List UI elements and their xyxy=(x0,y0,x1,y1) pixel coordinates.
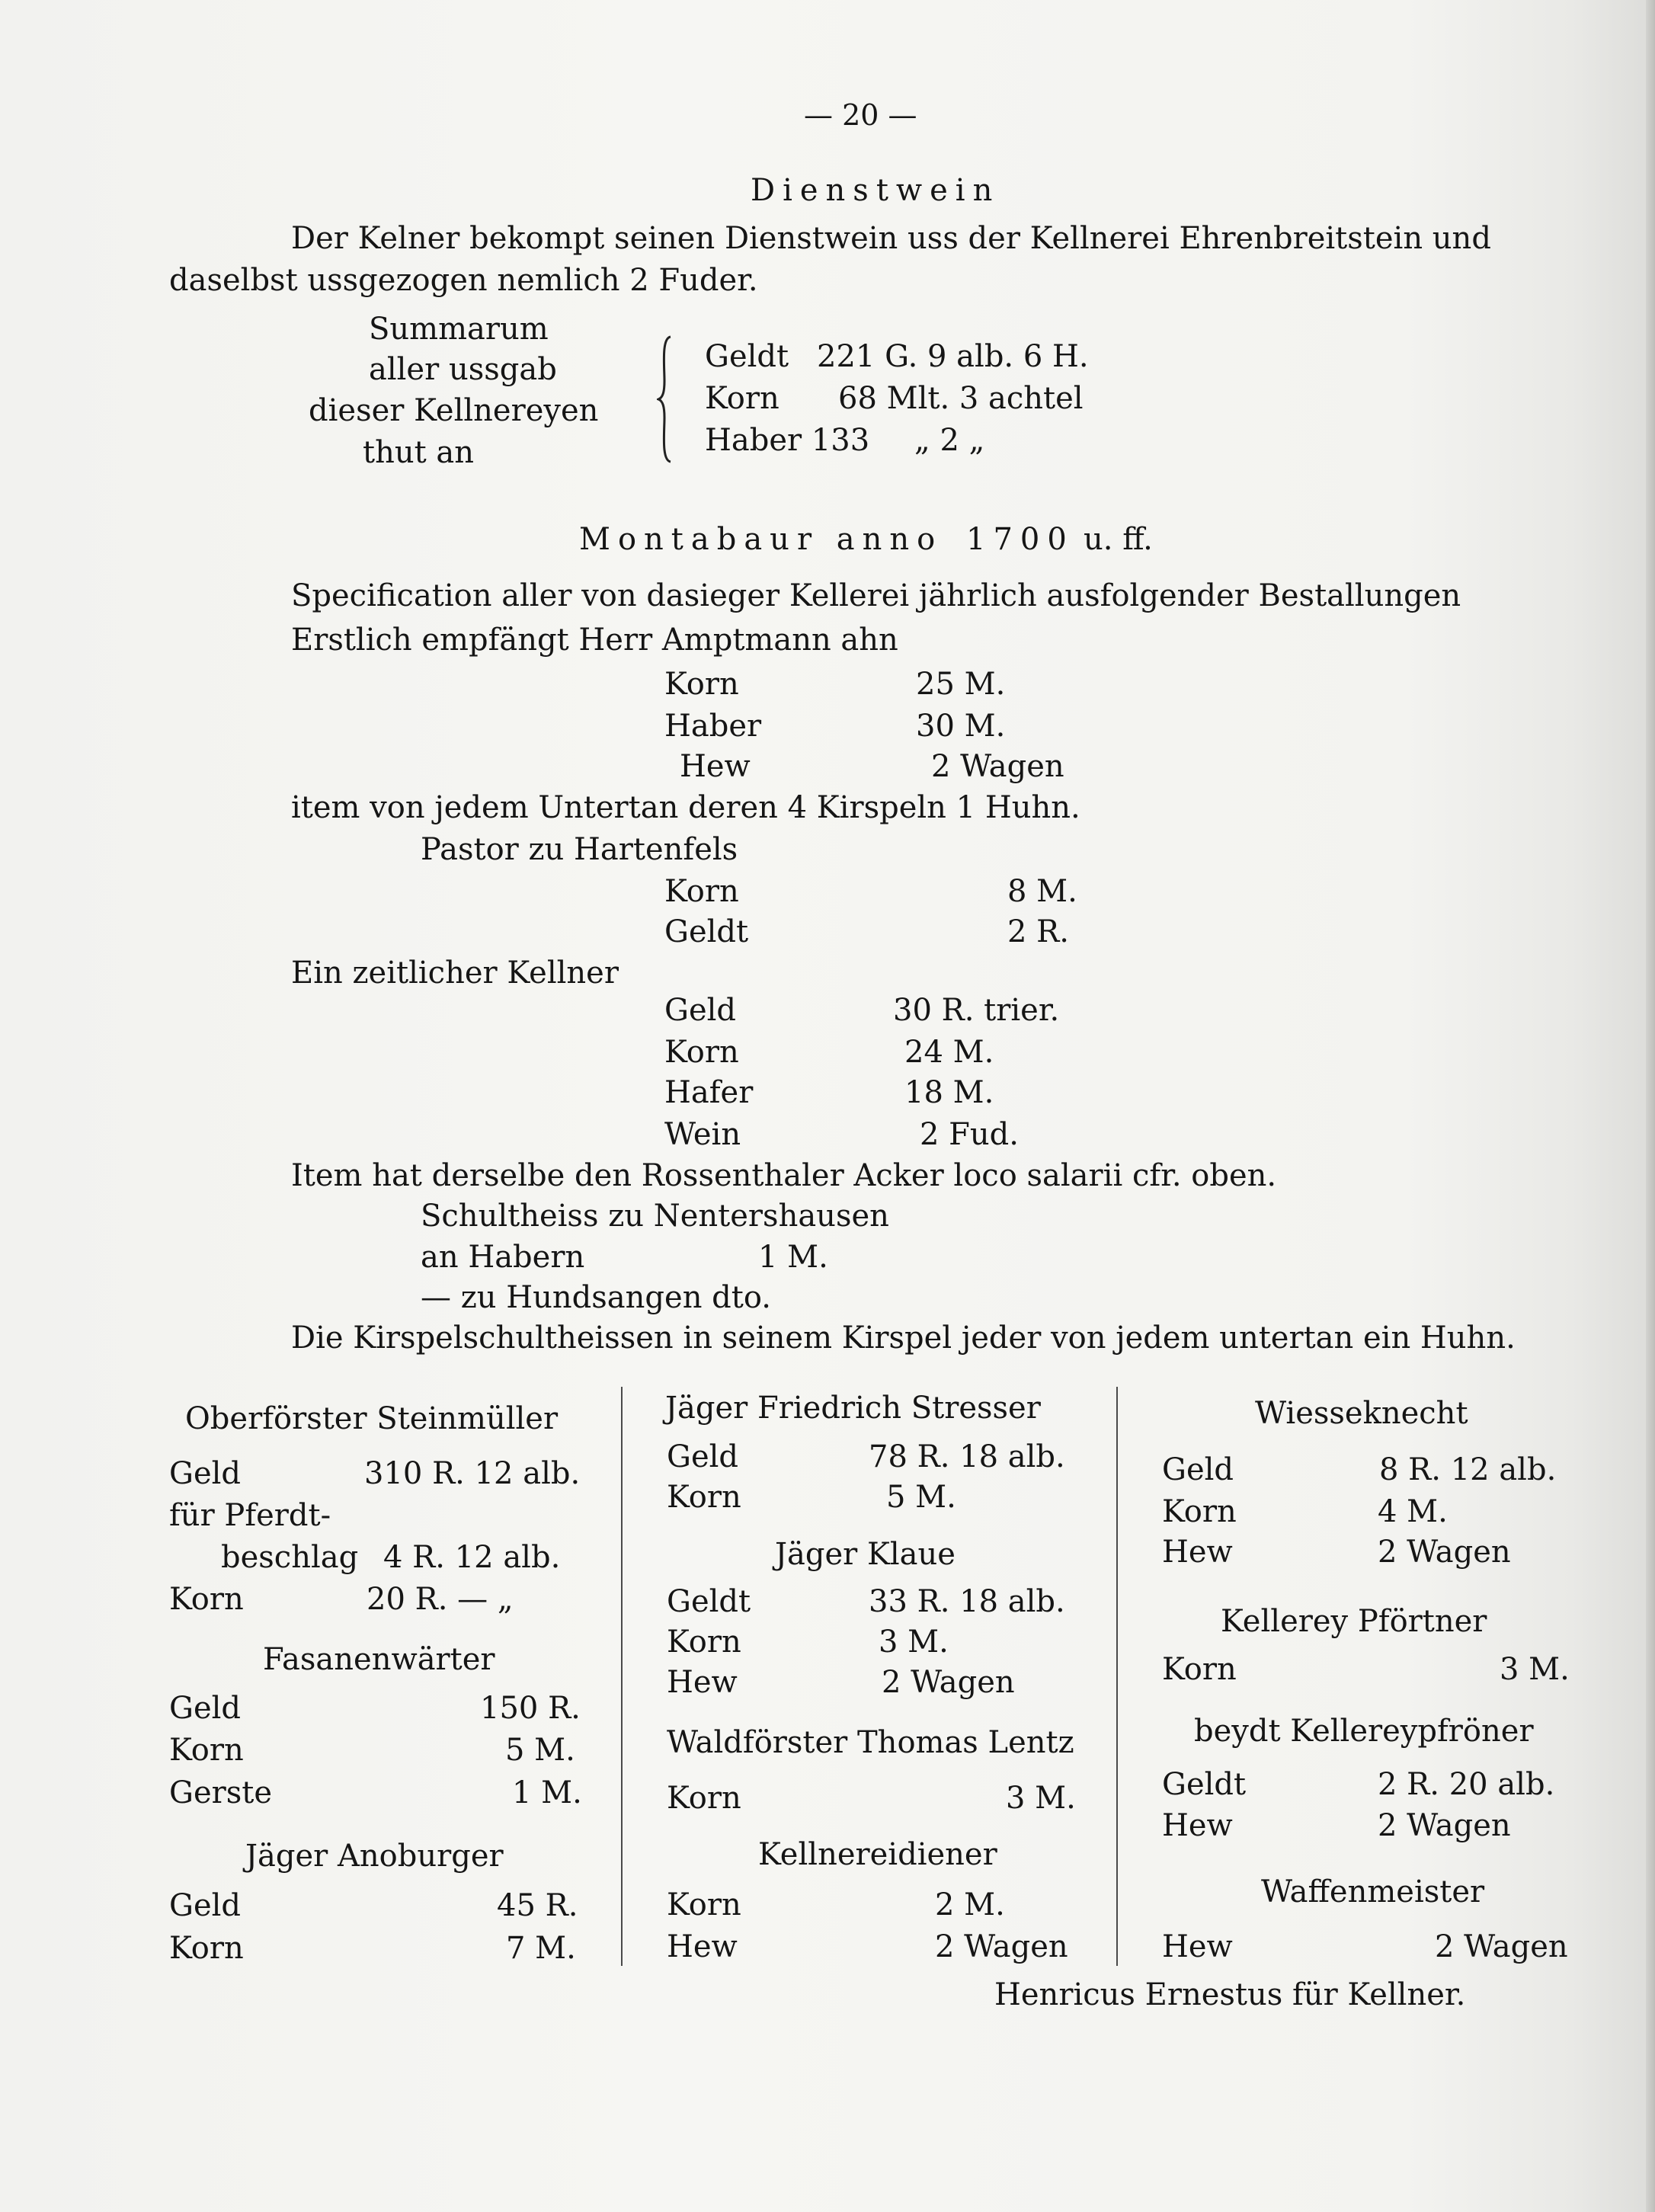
schultheiss-line: Schultheiss zu Nentershausen xyxy=(421,1199,889,1234)
kellner-geld-value: 30 R. trier. xyxy=(893,993,1060,1028)
pastor-geldt-label: Geldt xyxy=(664,914,749,949)
summarum-line-3: dieser Kellnereyen xyxy=(309,393,599,428)
diener-heading: Kellnereidiener xyxy=(758,1837,997,1872)
klaue-geldt-label: Geldt xyxy=(667,1584,751,1619)
diener-hew-value: 2 Wagen xyxy=(935,1929,1068,1964)
heading-dienstwein: Dienstwein xyxy=(751,173,1000,208)
klaue-korn-label: Korn xyxy=(667,1625,741,1660)
acker-line: Item hat derselbe den Rossenthaler Acker loco salarii cfr. oben. xyxy=(291,1158,1277,1193)
kellner-korn-label: Korn xyxy=(664,1035,739,1070)
oberfoerster-geld-value: 310 R. 12 alb. xyxy=(364,1456,581,1491)
pastor-korn-label: Korn xyxy=(664,874,739,909)
pfoertner-heading: Kellerey Pförtner xyxy=(1221,1604,1487,1639)
diener-hew-label: Hew xyxy=(667,1929,738,1964)
fasan-geld-label: Geld xyxy=(169,1691,242,1726)
lentz-heading: Waldförster Thomas Lentz xyxy=(667,1725,1074,1760)
waffen-hew-label: Hew xyxy=(1162,1929,1233,1964)
beydt-geldt-value: 2 R. 20 alb. xyxy=(1378,1767,1555,1802)
klaue-korn-value: 3 M. xyxy=(879,1625,949,1660)
lentz-korn-value: 3 M. xyxy=(1006,1781,1076,1816)
summarum-row-2-value: 68 Mlt. 3 achtel xyxy=(838,381,1084,416)
oberfoerster-heading: Oberförster Steinmüller xyxy=(185,1401,559,1436)
oberfoerster-beschlag-label: beschlag xyxy=(221,1540,359,1575)
oberfoerster-korn-label: Korn xyxy=(169,1582,244,1617)
stresser-geld-label: Geld xyxy=(667,1439,739,1474)
fasan-gerste-value: 1 M. xyxy=(512,1775,582,1810)
beydt-heading: beydt Kellereypfröner xyxy=(1194,1714,1534,1749)
fasan-geld-value: 150 R. xyxy=(480,1691,581,1726)
amptmann-korn-value: 25 M. xyxy=(916,667,1006,702)
summarum-line-1: Summarum xyxy=(369,312,549,347)
kellner-hafer-value: 18 M. xyxy=(904,1075,994,1110)
heading-montabaur: Montabaur anno xyxy=(579,522,943,557)
column-divider-1 xyxy=(621,1387,623,1966)
fasan-korn-value: 5 M. xyxy=(505,1733,575,1768)
klaue-hew-value: 2 Wagen xyxy=(882,1665,1015,1700)
stresser-heading: Jäger Friedrich Stresser xyxy=(665,1391,1041,1426)
item-huhn-line: item von jedem Untertan deren 4 Kirspeln 1 Huhn. xyxy=(291,790,1080,825)
klaue-hew-label: Hew xyxy=(667,1665,738,1700)
kellner-geld-label: Geld xyxy=(664,993,737,1028)
anoburger-korn-value: 7 M. xyxy=(506,1931,576,1966)
dienstwein-line-1: Der Kelner bekompt seinen Dienstwein uss der Kellnerei Ehrenbreitstein und xyxy=(291,221,1491,256)
kellner-wein-label: Wein xyxy=(664,1117,741,1152)
kellner-wein-value: 2 Fud. xyxy=(920,1117,1019,1152)
anoburger-heading: Jäger Anoburger xyxy=(245,1839,504,1874)
amptmann-haber-value: 30 M. xyxy=(916,709,1006,744)
fasan-gerste-label: Gerste xyxy=(169,1775,273,1810)
lentz-korn-label: Korn xyxy=(667,1781,741,1816)
wiesse-geld-value: 8 R. 12 alb. xyxy=(1379,1452,1557,1487)
amptmann-hew-label: Hew xyxy=(680,749,751,784)
anoburger-geld-value: 45 R. xyxy=(497,1888,578,1923)
signature-line: Henricus Ernestus für Kellner. xyxy=(994,1977,1466,2012)
heading-suffix: u. ff. xyxy=(1084,522,1153,557)
amptmann-hew-value: 2 Wagen xyxy=(931,749,1064,784)
stresser-korn-label: Korn xyxy=(667,1480,741,1515)
schultheiss-item-value: 1 M. xyxy=(758,1240,828,1275)
pastor-line: Pastor zu Hartenfels xyxy=(421,832,738,867)
heading-year: 1700 xyxy=(966,522,1074,557)
anoburger-korn-label: Korn xyxy=(169,1931,244,1966)
fasan-korn-label: Korn xyxy=(169,1733,244,1768)
beydt-hew-value: 2 Wagen xyxy=(1378,1808,1511,1843)
beydt-geldt-label: Geldt xyxy=(1162,1767,1247,1802)
oberfoerster-korn-value: 20 R. — „ xyxy=(367,1582,514,1617)
stresser-korn-value: 5 M. xyxy=(886,1480,956,1515)
page-number: — 20 — xyxy=(804,98,917,132)
dienstwein-line-2: daselbst ussgezogen nemlich 2 Fuder. xyxy=(169,263,758,298)
diener-korn-label: Korn xyxy=(667,1887,741,1922)
amptmann-korn-label: Korn xyxy=(664,667,739,702)
specification-line: Specification aller von dasieger Kellerei jährlich ausfolgender Bestallungen xyxy=(291,578,1461,613)
pfoertner-korn-label: Korn xyxy=(1162,1652,1237,1687)
waffen-heading: Waffenmeister xyxy=(1261,1874,1485,1909)
summarum-row-3-value: „ 2 „ xyxy=(914,423,985,458)
wiesse-geld-label: Geld xyxy=(1162,1452,1234,1487)
anoburger-geld-label: Geld xyxy=(169,1888,242,1923)
summarum-row-1-value: 221 G. 9 alb. 6 H. xyxy=(817,339,1089,374)
summarum-row-3-label: Haber 133 xyxy=(705,423,870,458)
wiesse-hew-label: Hew xyxy=(1162,1535,1233,1570)
klaue-geldt-value: 33 R. 18 alb. xyxy=(869,1584,1065,1619)
wiesse-hew-value: 2 Wagen xyxy=(1378,1535,1511,1570)
amptmann-line: Erstlich empfängt Herr Amptmann ahn xyxy=(291,623,898,658)
kellner-hafer-label: Hafer xyxy=(664,1075,754,1110)
wiesse-korn-value: 4 M. xyxy=(1378,1494,1448,1529)
summarum-row-1-label: Geldt xyxy=(705,339,789,374)
oberfoerster-pferdt-label: für Pferdt- xyxy=(169,1498,331,1533)
pastor-korn-value: 8 M. xyxy=(1007,874,1077,909)
beydt-hew-label: Hew xyxy=(1162,1808,1233,1843)
summarum-row-2-label: Korn xyxy=(705,381,779,416)
schultheiss-item-label: an Habern xyxy=(421,1240,585,1275)
klaue-heading: Jäger Klaue xyxy=(775,1537,956,1572)
wiesse-korn-label: Korn xyxy=(1162,1494,1237,1529)
column-divider-2 xyxy=(1116,1387,1118,1966)
waffen-hew-value: 2 Wagen xyxy=(1435,1929,1568,1964)
summarum-line-4: thut an xyxy=(363,435,474,470)
stresser-geld-value: 78 R. 18 alb. xyxy=(869,1439,1065,1474)
pastor-geldt-value: 2 R. xyxy=(1007,914,1069,949)
hundsangen-line: — zu Hundsangen dto. xyxy=(421,1280,771,1315)
pfoertner-korn-value: 3 M. xyxy=(1500,1652,1570,1687)
wiesse-heading: Wiesseknecht xyxy=(1255,1396,1468,1431)
amptmann-haber-label: Haber xyxy=(664,709,762,744)
oberfoerster-beschlag-value: 4 R. 12 alb. xyxy=(383,1540,561,1575)
kirspel-line: Die Kirspelschultheissen in seinem Kirspel jeder von jedem untertan ein Huhn. xyxy=(291,1320,1516,1356)
oberfoerster-geld-label: Geld xyxy=(169,1456,242,1491)
diener-korn-value: 2 M. xyxy=(935,1887,1005,1922)
kellner-line: Ein zeitlicher Kellner xyxy=(291,956,619,991)
kellner-korn-value: 24 M. xyxy=(904,1035,994,1070)
curly-brace xyxy=(657,335,674,463)
summarum-line-2: aller ussgab xyxy=(369,352,557,387)
fasan-heading: Fasanenwärter xyxy=(263,1642,495,1677)
page-edge-shadow xyxy=(1646,0,1655,2212)
